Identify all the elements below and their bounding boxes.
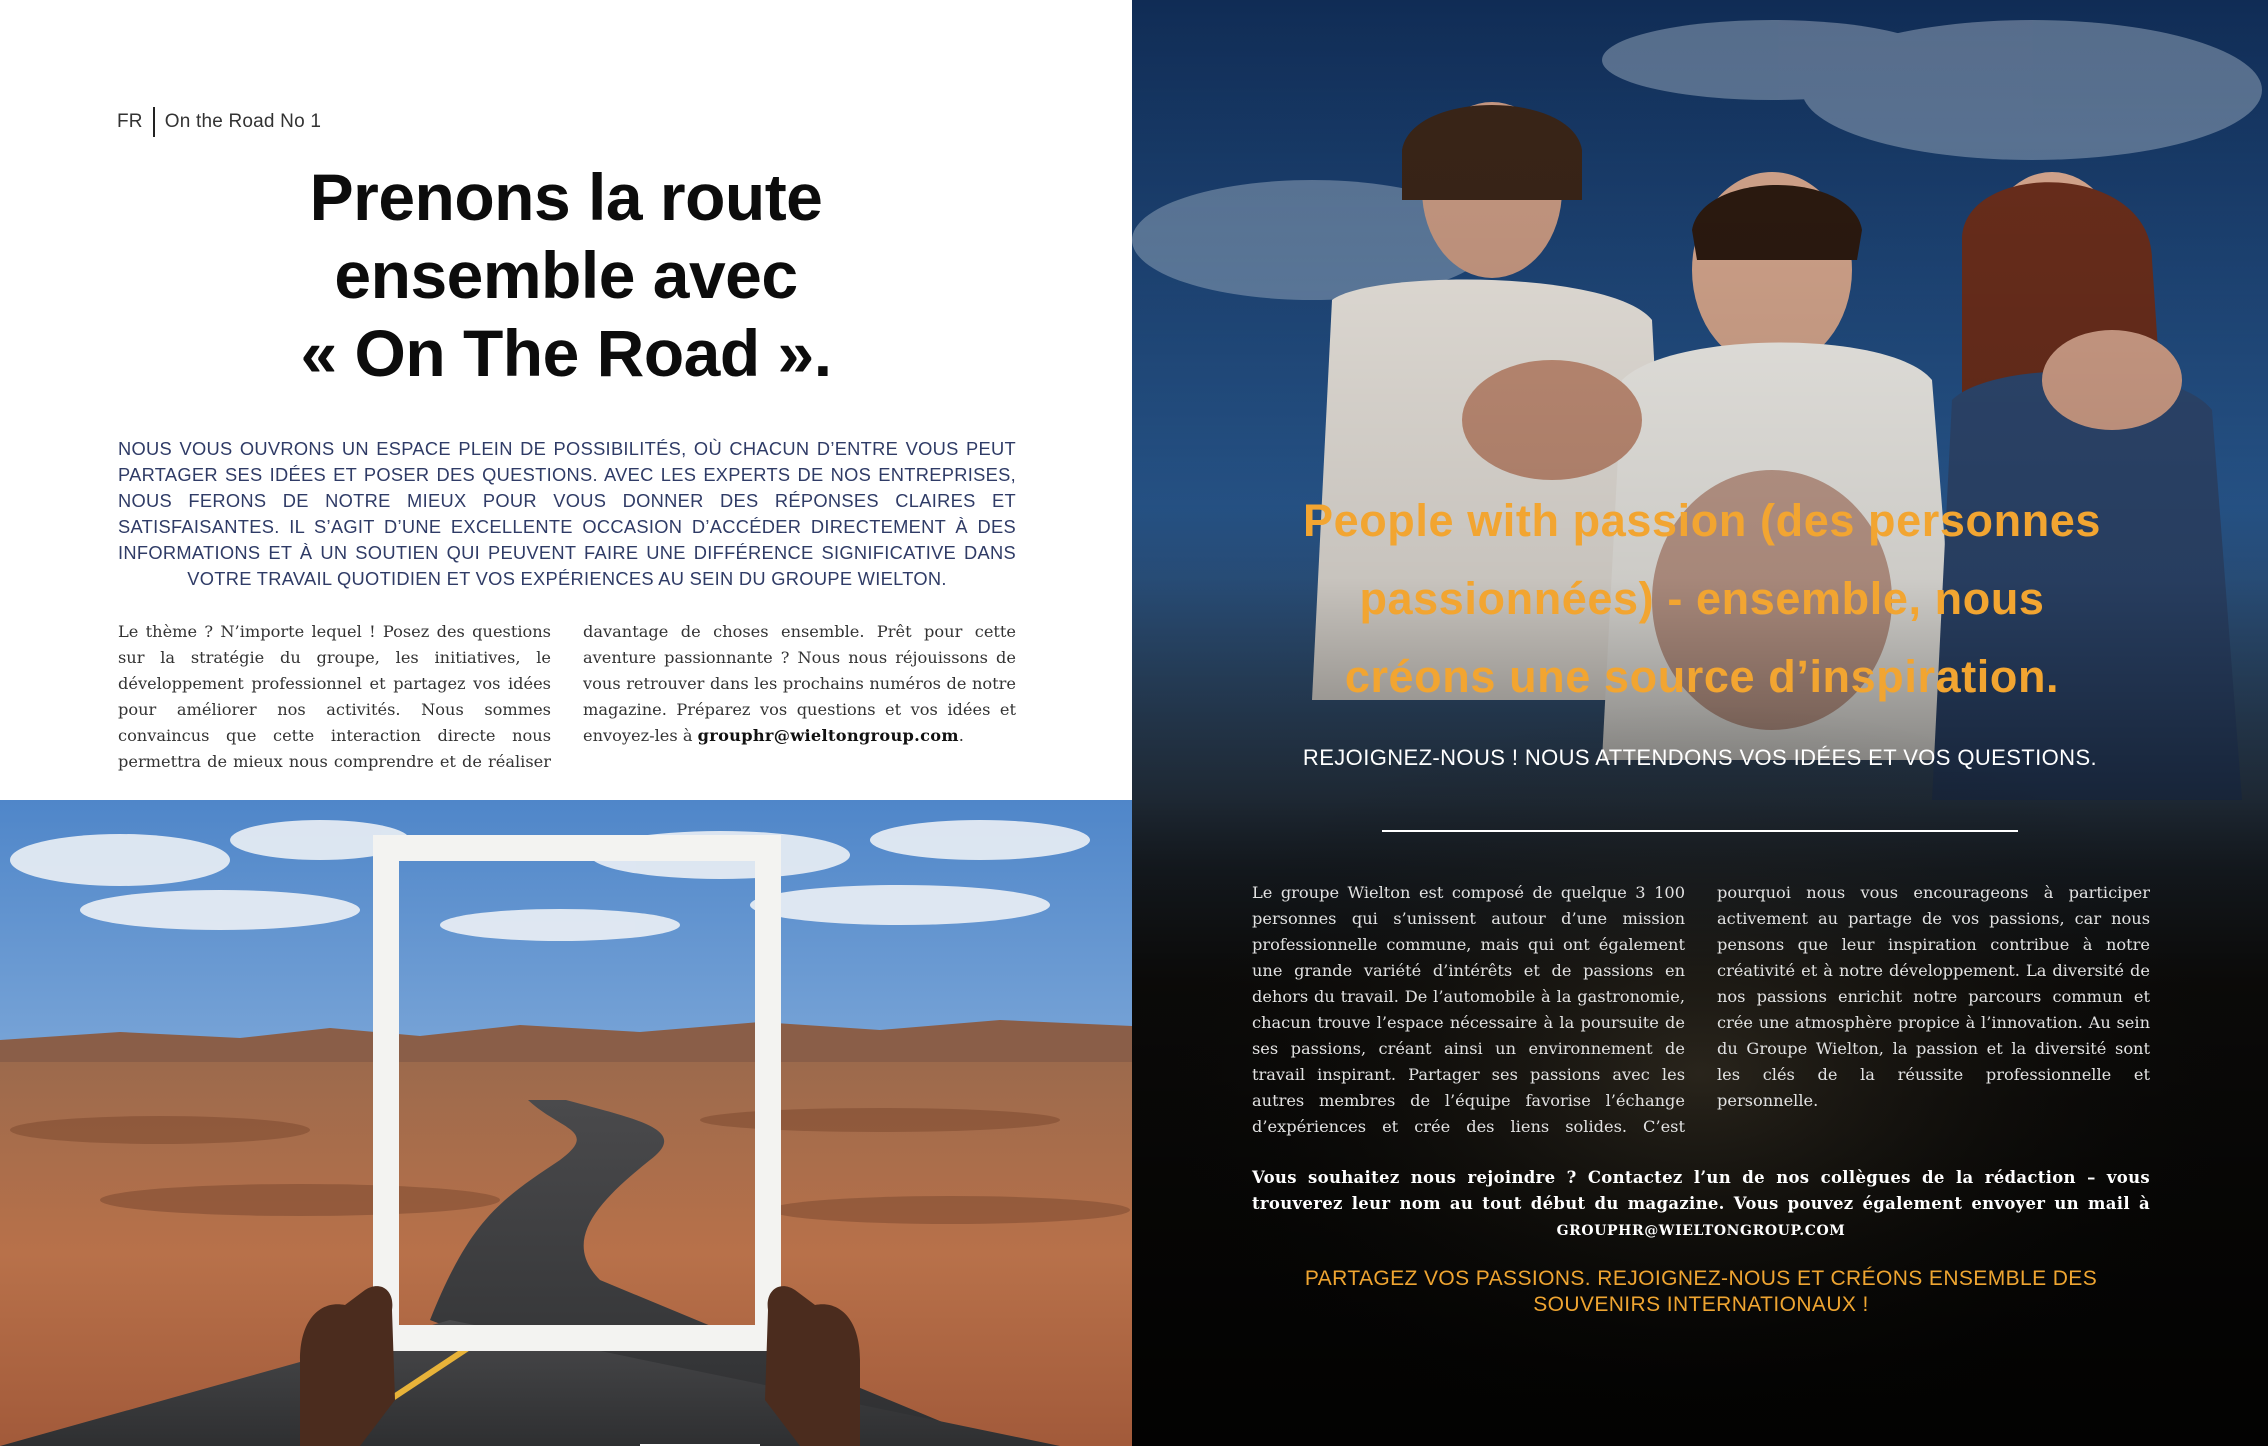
subheading: REJOIGNEZ-NOUS ! NOUS ATTENDONS VOS IDÉES ET VOS QUESTIONS.: [1302, 745, 2098, 770]
right-page: [1132, 0, 2268, 1446]
body-paragraph: Le groupe Wielton est composé de quelque 3 100 personnes qui s’unissent autour d’une mission professionnelle commune, mais qui ont également une grande variété d’intérêts et de passions en dehors du travail. De l’automobile à la gastronomie, chacun trouve l’espace nécessaire à la poursuite de ses passions, créant ainsi un environnement de travail inspirant. Partager ses passions avec les autres membres de l’équipe favorise l’échange d’expériences et crée des liens solides. C’est pourquoi nous vous encourageons à participer activement au partage de vos passions, car nous pensons que leur inspiration contribue à notre créativité et à notre développement. La diversité de nos passions enrichit notre parcours commun et crée une atmosphère propice à l’innovation. Au sein du Groupe Wielton, la passion et la diversité sont les clés de la réussite professionnelle et personnelle.: [1252, 883, 2150, 1136]
body-text: Le thème ? N’importe lequel ! Posez des questions sur la stratégie du groupe, les initiatives, le développement professionnel et partagez vos idées pour améliorer nos activités. Nous sommes convaincus que cette interaction directe nous permettra de mieux nous comprendre et de réaliser davantage de choses ensemble. Prêt pour cette aventure passionnante ? Nous nous réjouissons de vous retrouver dans les prochains numéros de notre magazine. Préparez vos questions et vos idées et envoyez-les à: [118, 622, 1016, 771]
section-language: FR: [117, 111, 143, 132]
left-page: [0, 0, 1132, 1446]
body-text-right: [1252, 880, 2150, 1140]
body-end: .: [958, 726, 964, 745]
contact-callout: [1252, 1165, 2150, 1244]
body-text-left: [118, 619, 1016, 775]
headline-line: créons une source d’inspiration.: [1344, 651, 2060, 702]
title-line: Prenons la route: [309, 160, 823, 234]
running-head-divider: [153, 107, 155, 137]
title-line: « On The Road ».: [300, 316, 832, 390]
road-frame-photo: [0, 800, 1132, 1446]
headline: [1222, 482, 2182, 716]
cta-email-link[interactable]: GROUPHR@WIELTONGROUP.COM: [1556, 1223, 1846, 1239]
article-title: [170, 158, 962, 392]
intro-paragraph: NOUS VOUS OUVRONS UN ESPACE PLEIN DE POSSIBILITÉS, OÙ CHACUN D’ENTRE VOUS PEUT PARTAGER SES IDÉES ET POSER DES QUESTIONS. AVEC LES EXPERTS DE NOS ENTREPRISES, NOUS FERONS DE NOTRE MIEUX POUR VOUS DONNER DES RÉPONSES CLAIRES ET SATISFAISANTES. IL S’AGIT D’UNE EXCELLENTE OCCASION D’ACCÉDER DIRECTEMENT À DES INFORMATIONS ET À UN SOUTIEN QUI PEUVENT FAIRE UNE DIFFÉRENCE SIGNIFICATIVE DANS VOTRE TRAVAIL QUOTIDIEN ET VOS EXPÉRIENCES AU SEIN DU GROUPE WIELTON.: [118, 438, 1016, 589]
running-title: On the Road No 1: [164, 111, 322, 132]
running-head: [117, 107, 321, 137]
closing-tagline: PARTAGEZ VOS PASSIONS. REJOIGNEZ-NOUS ET CRÉONS ENSEMBLE DES SOUVENIRS INTERNATIONAUX !: [1304, 1267, 2098, 1316]
headline-line: People with passion (des personnes: [1302, 495, 2102, 546]
title-line: ensemble avec: [334, 238, 798, 312]
cta-text: Vous souhaitez nous rejoindre ? Contactez l’un de nos collègues de la rédaction – vous trouverez leur nom au tout début du magazine. Vous pouvez également envoyer un mail à: [1252, 1168, 2150, 1213]
body-paragraph: [118, 619, 1016, 775]
divider-rule: [1382, 830, 2018, 832]
headline-line: passionnées) - ensemble, nous: [1359, 573, 2045, 624]
email-link[interactable]: grouphr@wieltongroup.com: [697, 726, 959, 745]
